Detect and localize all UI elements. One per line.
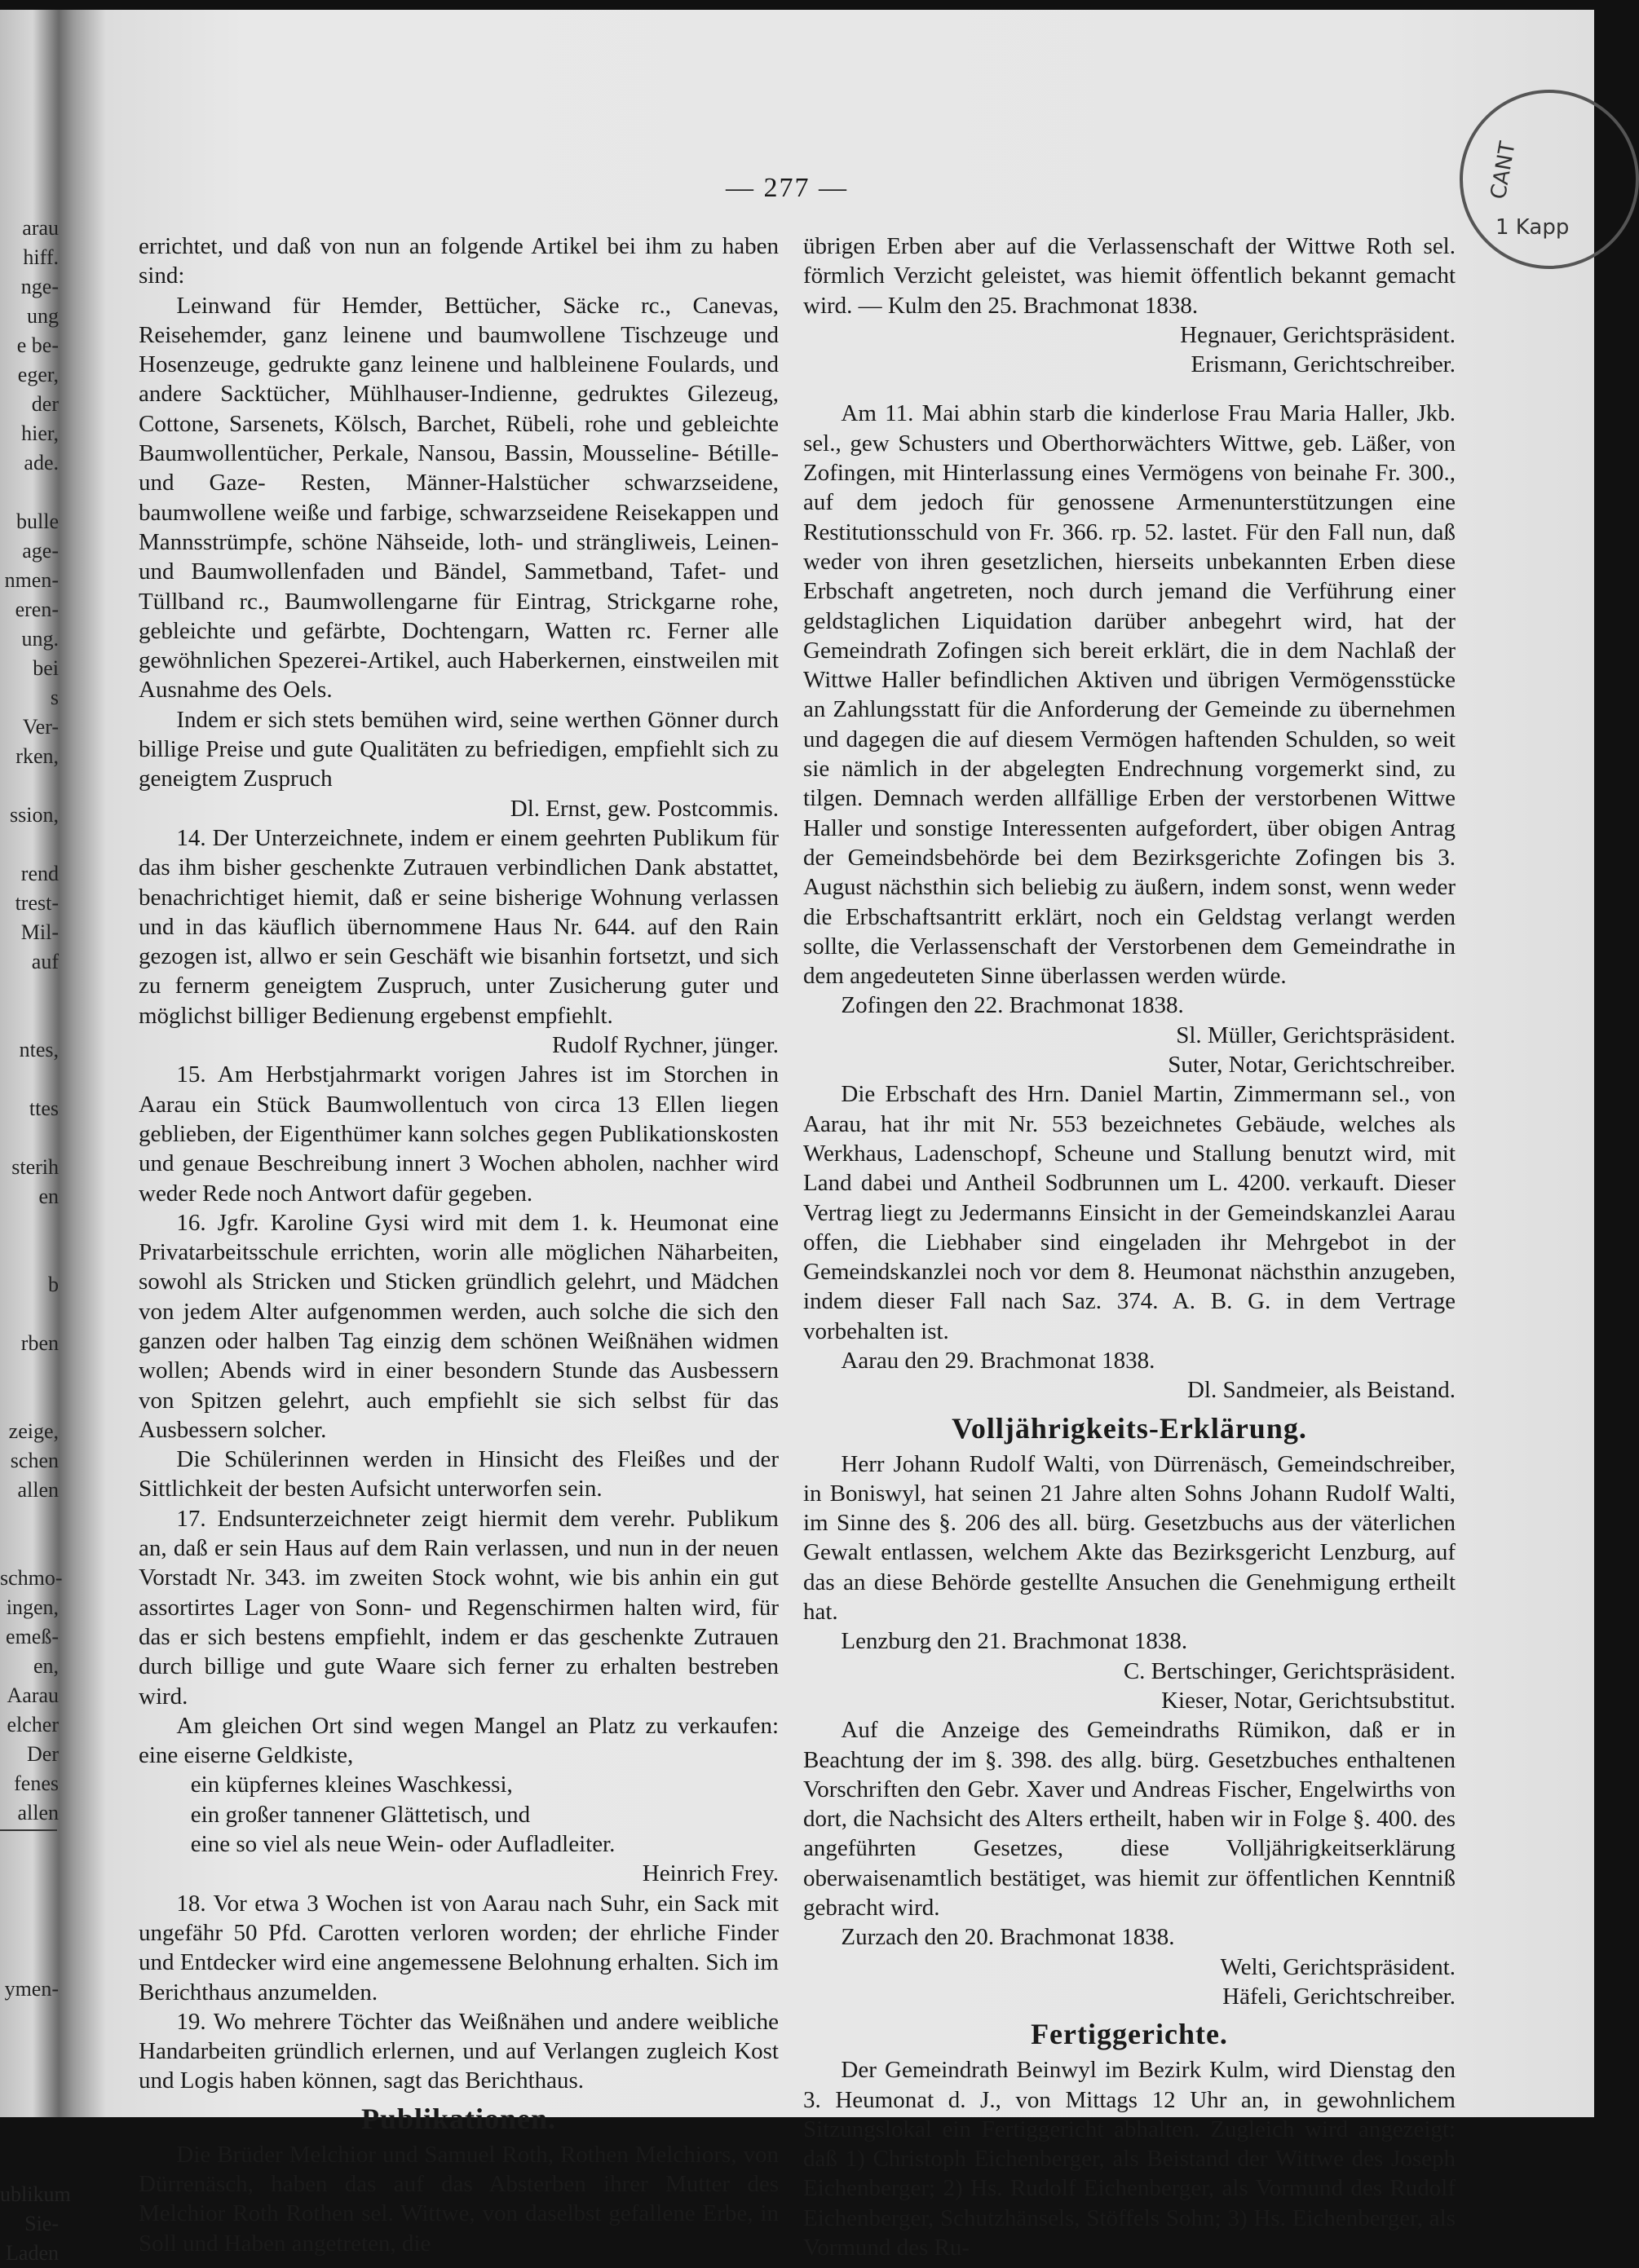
margin-fragment: [0, 2063, 59, 2092]
notice-17: 17. Endsunterzeichneter zeigt hiermit dem verehr. Publikum an, daß er sein Haus auf dem Rain verlassen, und nun in der neuen Vorstadt Nr. 343. im zweiten Stock wohnt, wie bis anhin ein gut assortirtes Lager von Sonn- und Regenschirmen halten wird, für das er sich bestens empfiehlt, indem er das geschenkte Zutrauen durch billige und gute Waare sich ferner zu erhalten bestreben wird.: [139, 1505, 779, 1710]
margin-fragment: s: [50, 686, 59, 709]
margin-fragment: emeß-: [6, 1625, 59, 1648]
margin-fragment: Laden: [6, 2241, 59, 2265]
margin-fragment: en: [38, 1185, 59, 1208]
margin-fragment: [0, 2033, 59, 2063]
margin-fragment: ade.: [24, 451, 59, 474]
margin-fragment: [0, 1065, 59, 1094]
signature: Häfeli, Gerichtschreiber.: [1222, 1983, 1456, 2010]
list-item: ein küpfernes kleines Waschkessi,: [190, 1772, 513, 1798]
notice-14: 14. Der Unterzeichnete, indem er einem geehrten Publikum für das ihm bisher geschenkte Zutrauen verbindlichen Dank abstattet, benachrichtiget hiemit, daß er seine bisherige Wohnung verlassen und in das käuflich übernommene Haus Nr. 644. auf den Rain gezogen ist, allwo er sein Geschäft wie bisanhin fortsetzt, und sich zu fernerm geneigtem Zuspruch, unter Zusicherung guter und möglichst billiger Bedienung ergebenst empfiehlt.: [139, 824, 779, 1029]
publication-martin: Die Erbschaft des Hrn. Daniel Martin, Zimmermann sel., von Aarau, hat ihr mit Nr. 553 bezeichnetes Gebäude, welches als Werkhaus, Ladenschopf, Scheune und Stallung benutzt wird, mit Land dabei und Antheil Sodbrunnen um L. 4200. verkauft. Dieser Vertrag liegt zu Jedermanns Einsicht in der Gemeindskanzlei Aarau offen, die Liebhaber sind eingeladen ihr Mehrgebot in der Gemeindskanzlei noch vor dem 8. Heumonat nächsthin anzugeben, indem dieser Fall nach Saz. 374. A. B. G. in dem Vertrage vorbehalten ist.: [803, 1081, 1456, 1344]
margin-fragment: Ver-: [22, 715, 59, 739]
list-item: eine so viel als neue Wein- oder Aufladleiter.: [190, 1831, 616, 1858]
margin-fragment: nge-: [20, 275, 59, 298]
margin-fragment: ntes,: [19, 1038, 59, 1061]
margin-fragment: ung.: [21, 627, 59, 651]
margin-fragment: [0, 771, 59, 801]
previous-page-margin: [0, 214, 71, 2268]
margin-fragment: der: [31, 392, 59, 416]
section-heading: Volljährigkeits-Erklärung.: [952, 1411, 1307, 1445]
margin-fragment: Der: [27, 1742, 59, 1766]
margin-fragment: schen: [10, 1449, 59, 1472]
margin-fragment: ymen-: [4, 1977, 59, 2001]
margin-fragment: [0, 1123, 59, 1153]
margin-fragment: bulle: [16, 510, 59, 533]
signature: Heinrich Frey.: [642, 1860, 779, 1887]
list-item: ein großer tannener Glättetisch, und: [190, 1801, 531, 1828]
margin-fragment: [0, 2151, 59, 2180]
margin-fragment: Sie-: [24, 2212, 59, 2235]
margin-fragment: fenes: [14, 1772, 59, 1795]
margin-fragment: [0, 1211, 59, 1241]
signature: C. Bertschinger, Gerichtspräsident.: [1123, 1657, 1456, 1684]
margin-fragment: rend: [20, 862, 59, 885]
margin-fragment: e be-: [16, 333, 59, 357]
margin-fragment: b: [48, 1273, 59, 1296]
margin-fragment: [0, 1916, 59, 1945]
notice-16-cont: Die Schülerinnen werden in Hinsicht des Fleißes und der Sittlichkeit der besten Aufsicht unterworfen sein.: [139, 1446, 779, 1502]
notice-16: 16. Jgfr. Karoline Gysi wird mit dem 1. k. Heumonat eine Privatarbeitsschule errichten, worin alle möglichen Näharbeiten, sowohl als Stricken und Sticken gründlich gelehrt, und Mädchen von jedem Alter aufgenommen werden, auch solche die sich den ganzen oder halben Tag einzig dem schönen Weißnähen widmen wollen; Abends wird in einer besondern Stunde das Ausbessern von Spitzen gelehrt, auch empfiehlt sie sich selbst für das Ausbessern solcher.: [139, 1209, 779, 1443]
margin-fragment: en,: [33, 1654, 59, 1678]
margin-fragment: ingen,: [6, 1595, 59, 1619]
margin-fragment: [0, 1299, 59, 1329]
publication-roth: Die Brüder Melchior und Samuel Roth, Rothen Melchiors, von Dürrenäsch, haben das auf das Absterben ihrer Mutter des Melchior Roth Rothen sel. Wittwe, von daselbst gefallene Erbe, in Soll und Haben angetreten, die: [139, 2141, 779, 2257]
stamp-text-2: 1 Kapp: [1495, 215, 1570, 240]
margin-fragment: ttes: [29, 1096, 59, 1120]
margin-fragment: age-: [22, 539, 59, 563]
signature: Hegnauer, Gerichtspräsident.: [1180, 321, 1456, 348]
margin-fragment: rben: [20, 1331, 59, 1355]
notice-18: 18. Vor etwa 3 Wochen ist von Aarau nach Suhr, ein Sack mit ungefähr 50 Pfd. Carotten verloren worden; der ehrliche Finder und Entdecker wird eine angemessene Belohnung erhalten. Sich im Berichthaus anzumelden.: [139, 1890, 779, 2005]
margin-fragment: rken,: [15, 744, 59, 768]
margin-fragment: [0, 2004, 59, 2033]
margin-fragment: hier,: [21, 421, 59, 445]
margin-fragment: hiff.: [23, 245, 59, 269]
signature: Dl. Sandmeier, als Beistand.: [1186, 1377, 1456, 1404]
margin-fragment: ung: [27, 304, 59, 328]
margin-fragment: [0, 1534, 59, 1564]
stamp-text-1: CANT: [1486, 139, 1521, 201]
margin-fragment: trest-: [15, 891, 59, 915]
margin-fragment: ssion,: [10, 803, 59, 827]
dateline: Aarau den 29. Brachmonat 1838.: [841, 1347, 1155, 1374]
margin-fragment: [0, 1828, 59, 1857]
notice-15: 15. Am Herbstjahrmarkt vorigen Jahres ist im Storchen in Aarau ein Stück Baumwollentuch von circa 13 Ellen liegen geblieben, der Eigenthümer kann solches gegen Publikationskosten und genaue Beschreibung innert 3 Wochen abholen, nachher wird weder Rede noch Antwort dafür gegeben.: [139, 1061, 779, 1207]
signature: Kieser, Notar, Gerichtsubstitut.: [1161, 1687, 1456, 1714]
signature: Suter, Notar, Gerichtschreiber.: [1168, 1052, 1456, 1079]
margin-fragment: eger,: [17, 363, 59, 386]
margin-fragment: [0, 2121, 59, 2151]
margin-fragment: [0, 1886, 59, 1916]
signature: Welti, Gerichtspräsident.: [1220, 1953, 1456, 1980]
margin-fragment: auf: [31, 950, 59, 973]
notice-17-sale: Am gleichen Ort sind wegen Mangel an Platz zu verkaufen: eine eiserne Geldkiste,: [139, 1712, 779, 1769]
margin-rule: [0, 1829, 57, 1831]
margin-fragment: [0, 1945, 59, 1975]
margin-fragment: Mil-: [20, 920, 59, 944]
margin-fragment: schmo-: [0, 1566, 63, 1590]
publication-fischer: Auf die Anzeige des Gemeindraths Rümikon, daß er in Beachtung der im §. 398. des allg. bürg. Gesetzbuches enthaltenen Vorschriften den Gebr. Xaver und Andreas Fischer, Engelwirths von dort, die Nachsicht des Alters ertheilt, haben wir in Folge §. 400. des angeführten Gesetzes, diese Volljährigkeitserklärung oberwaisenamtlich bestätiget, was hiemit zur öffentlichen Kenntniß gebracht wird.: [803, 1717, 1456, 1922]
library-stamp: [1460, 90, 1639, 269]
signature: Dl. Ernst, gew. Postcommis.: [510, 795, 779, 822]
margin-fragment: [0, 1505, 59, 1534]
left-column: [139, 232, 779, 2258]
margin-fragment: Aarau: [7, 1683, 59, 1707]
margin-fragment: [0, 1241, 59, 1270]
dateline: Zurzach den 20. Brachmonat 1838.: [841, 1924, 1175, 1951]
section-heading: Publikationen.: [360, 2102, 557, 2135]
margin-fragment: [0, 1358, 59, 1388]
margin-fragment: [0, 2092, 59, 2121]
right-column: [803, 232, 1456, 2262]
margin-fragment: [0, 1388, 59, 1417]
publication-roth-cont: übrigen Erben aber auf die Verlassenschaft der Wittwe Roth sel. förmlich Verzicht geleistet, was hiemit öffentlich bekannt gemacht wird. — Kulm den 25. Brachmonat 1838.: [803, 233, 1456, 319]
dateline: Lenzburg den 21. Brachmonat 1838.: [841, 1628, 1188, 1655]
margin-fragment: zeige,: [8, 1419, 59, 1443]
margin-fragment: eren-: [15, 598, 59, 621]
margin-fragment: [0, 1006, 59, 1035]
margin-fragment: [0, 977, 59, 1006]
margin-fragment: sterih: [11, 1155, 59, 1179]
publication-beinwyl: Der Gemeindrath Beinwyl im Bezirk Kulm, wird Dienstag den 3. Heumonat d. J., von Mittags 12 Uhr an, in gewohnlichem Sitzungslokal ein Fertiggericht abhalten. Zugleich wird angezeigt: daß 1) Christoph Eichenberger, als Beistand der Wittwe des Joseph Eichenberger; 2) Hs. Rudolf Eichenberger, als Vormund des Rudolf Eichenberger, Schutzhänsels, Stöffels Sohn; 3) Hs. Eichenberger, als Vormund des Ru-: [803, 2057, 1456, 2261]
margin-fragment: allen: [17, 1801, 59, 1825]
article-list: Leinwand für Hemder, Bettücher, Säcke rc., Canevas, Reisehemder, ganz leinene und baumwollene Tischzeuge und Hosenzeuge, gedrukte ganz leinene und halbleinene Foulards, und andere Sacktücher, Mühlhauser-Indienne, gedruktes Gilezeug, Cottone, Sarsenets, Kölsch, Barchet, Rübeli, rohe und gebleichte Baumwollentücher, Perkale, Nansou, Bassin, Mousseline- Bétille- und Gaze- Resten, Männer-Halstücher schwarzseidene, baumwollene weiße und farbige, schwarzseidene Reisekappen und Mannsstrümpfe, schöne Nähseide, loth- und strängliweis, Leinen- und Baumwollenfaden und Bändel, Sammetband, Tafet- und Tüllband rc., Baumwollengarne für Eintrag, Strickgarne rohe, gebleichte und gefärbte, Dochtengarn, Watten rc. Ferner alle gewöhnlichen Spezerei-Artikel, auch Haberkernen, einstweilen mit Ausnahme des Oels.: [139, 292, 779, 704]
margin-fragment: ublikum: [0, 2182, 71, 2206]
intro-text: errichtet, und daß von nun an folgende Artikel bei ihm zu haben sind:: [139, 233, 779, 289]
margin-fragment: elcher: [7, 1713, 59, 1736]
page-number: — 277 —: [726, 173, 848, 203]
dateline: Zofingen den 22. Brachmonat 1838.: [841, 992, 1184, 1019]
margin-fragment: nmen-: [4, 568, 59, 592]
margin-fragment: [0, 830, 59, 859]
margin-fragment: [0, 1857, 59, 1886]
publication-walti: Herr Johann Rudolf Walti, von Dürrenäsch, Gemeindschreiber, in Boniswyl, hat seinen 21 Jahre alten Sohns Johann Rudolf Walti, im Sinne des §. 206 des all. bürg. Gesetzbuchs aus der väterlichen Gewalt entlassen, welchem Akte das Bezirksgericht Lenzburg, auf das an diese Behörde gestellte Ansuchen die Genehmigung ertheilt hat.: [803, 1450, 1456, 1626]
sale-items: [139, 1770, 779, 1859]
newspaper-page: [0, 10, 1594, 2265]
publication-haller: Am 11. Mai abhin starb die kinderlose Frau Maria Haller, Jkb. sel., gew Schusters und Oberthorwächters Wittwe, geb. Läßer, von Zofingen, mit Hinterlassung eines Vermögens von beinahe Fr. 300., auf dem jedoch für genossene Armenunterstützungen eine Restitutionsschuld von Fr. 366. rp. 52. lastet. Für den Fall nun, daß weder von ihren gesetzlichen, hierseits unbekannten Erben diese Erbschaft angetreten, noch durch jemand die Verführung einer geldstaglichen Liquidation darüber anbegehrt wird, hat der Gemeindrath Zofingen sich bereit erklärt, die in dem Nachlaß der Wittwe Haller befindlichen Aktiven und übrigen Vermögensstücke an Zahlungsstatt für die Anforderung der Gemeinde zu übernehmen und dagegen die auf diesem Vermögen haftenden Schulden, so weit sie nämlich in der abgelegten Endrechnung vorgemerkt sind, zu tilgen. Demnach werden allfällige Erben der verstorbenen Wittwe Haller und sonstige Interessenten aufgefordert, über obigen Antrag der Gemeindsbehörde bei dem Bezirksgerichte Zofingen bis 3. August nächsthin sich beliebig zu äußern, indem sonst, wenn weder die Erbschaftsantritt erklärt, noch ein Geldstag verlangt werden sollte, die Verlassenschaft der Verstorbenen dem Gemeindrathe in dem angedeuteten Sinne überlassen werden würde.: [803, 400, 1456, 990]
margin-fragment: arau: [22, 216, 59, 240]
notice-19: 19. Wo mehrere Töchter das Weißnähen und andere weibliche Handarbeiten gründlich erlernen, und auf Verlangen zugleich Kost und Logis haben können, sagt das Berichthaus.: [139, 2008, 779, 2094]
recommendation: Indem er sich stets bemühen wird, seine werthen Gönner durch billige Preise und gute Qualitäten zu befriedigen, empfiehlt sich zu geneigtem Zuspruch: [139, 706, 779, 792]
signature: Sl. Müller, Gerichtspräsident.: [1176, 1021, 1456, 1048]
margin-fragment: [0, 478, 59, 507]
margin-fragment: bei: [33, 656, 59, 680]
signature: Rudolf Rychner, jünger.: [552, 1032, 779, 1059]
signature: Erismann, Gerichtschreiber.: [1191, 351, 1456, 378]
margin-fragment: allen: [17, 1478, 59, 1502]
section-heading: Fertiggerichte.: [1031, 2018, 1228, 2051]
